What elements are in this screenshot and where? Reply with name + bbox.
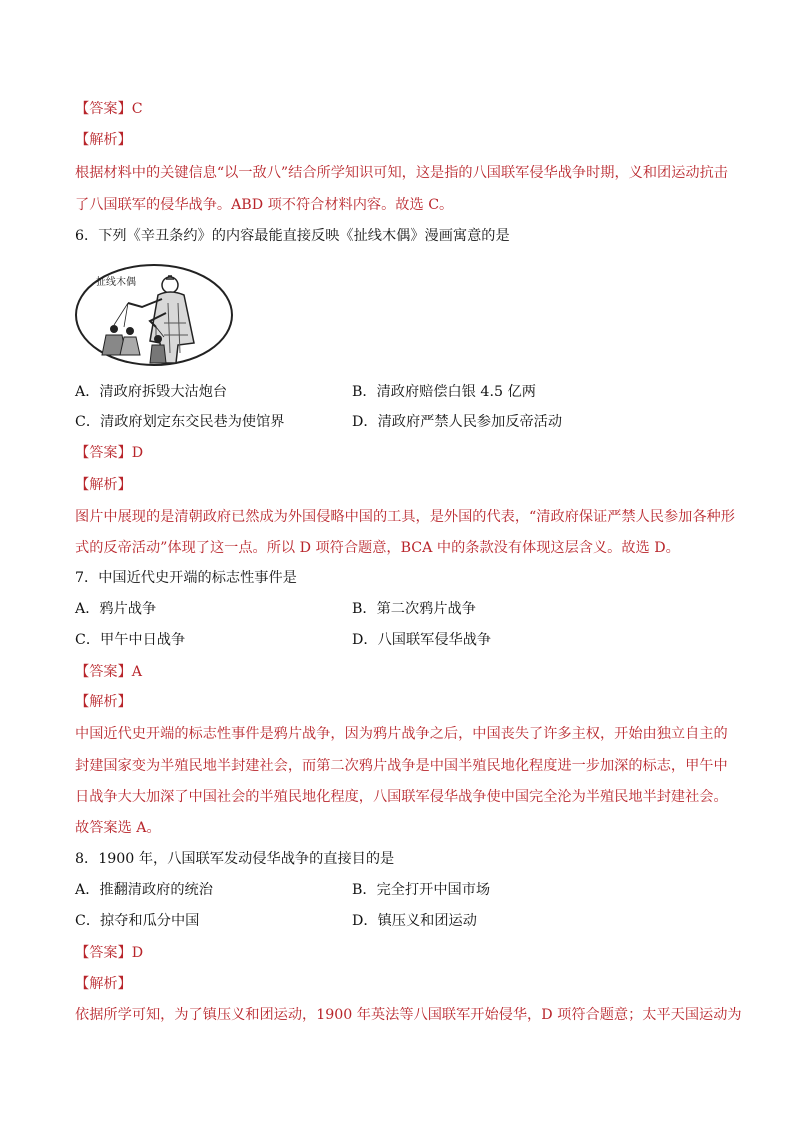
q6-question: 6．下列《辛丑条约》的内容最能直接反映《扯线木偶》漫画寓意的是 bbox=[75, 228, 510, 244]
q5-analysis-label: 【解析】 bbox=[75, 132, 132, 148]
q7-analysis-line: 日战争大大加深了中国社会的半殖民地化程度，八国联军侵华战争使中国完全沦为半殖民地半封建社会。 bbox=[75, 789, 728, 805]
q8-option-d: D．镇压义和团运动 bbox=[352, 913, 477, 929]
q7-answer-value: A bbox=[131, 664, 143, 680]
q7-answer-label: 【答案】 bbox=[75, 664, 132, 680]
q7-option-c: C．甲午中日战争 bbox=[75, 632, 186, 648]
cartoon-caption: 扯线木偶 bbox=[96, 277, 136, 288]
q8-option-b: B．完全打开中国市场 bbox=[352, 882, 491, 898]
q7-question: 7．中国近代史开端的标志性事件是 bbox=[75, 570, 297, 586]
q8-answer bbox=[75, 943, 143, 963]
q7-option-b: B．第二次鸦片战争 bbox=[352, 601, 476, 617]
q6-option-c: C．清政府划定东交民巷为使馆界 bbox=[75, 414, 285, 430]
q8-analysis-line: 依据所学可知，为了镇压义和团运动，1900 年英法等八国联军开始侵华，D 项符合题意；太平天国运动为 bbox=[75, 1007, 742, 1023]
q6-answer-value: D bbox=[131, 445, 144, 461]
q5-analysis-line: 了八国联军的侵华战争。ABD 项不符合材料内容。故选 C。 bbox=[75, 197, 454, 213]
q7-option-d: D．八国联军侵华战争 bbox=[352, 632, 492, 648]
q8-option-c: C．掠夺和瓜分中国 bbox=[75, 913, 200, 929]
q6-analysis-label: 【解析】 bbox=[75, 477, 132, 493]
q7-analysis-label: 【解析】 bbox=[75, 694, 132, 710]
q7-option-a: A．鸦片战争 bbox=[75, 601, 157, 617]
q7-analysis-line: 中国近代史开端的标志性事件是鸦片战争，因为鸦片战争之后，中国丧失了许多主权，开始由独立自主的 bbox=[75, 726, 728, 742]
q6-option-b: B．清政府赔偿白银 4.5 亿两 bbox=[352, 384, 536, 400]
q6-answer bbox=[75, 443, 143, 463]
q5-analysis-line: 根据材料中的关键信息“以一敌八”结合所学知识可知，这是指的八国联军侵华战争时期，义和团运动抗击 bbox=[75, 165, 728, 181]
q7-analysis-line: 故答案选 A。 bbox=[75, 820, 161, 836]
q8-answer-value: D bbox=[131, 945, 144, 961]
q8-analysis-label: 【解析】 bbox=[75, 976, 132, 992]
q5-answer-value: C bbox=[131, 101, 143, 117]
q6-analysis-line: 式的反帝活动”体现了这一点。所以 D 项符合题意，BCA 中的条款没有体现这层含义。故选 D。 bbox=[75, 540, 680, 556]
q8-option-a: A．推翻清政府的统治 bbox=[75, 882, 213, 898]
q7-analysis-line: 封建国家变为半殖民地半封建社会，而第二次鸦片战争是中国半殖民地化程度进一步加深的标志，甲午中 bbox=[75, 758, 728, 774]
puppet-cartoon-image bbox=[74, 263, 234, 367]
q6-option-a: A．清政府拆毁大沽炮台 bbox=[75, 384, 228, 400]
q8-answer-label: 【答案】 bbox=[75, 945, 132, 961]
q5-answer-label: 【答案】 bbox=[75, 101, 132, 117]
q8-question: 8．1900 年，八国联军发动侵华战争的直接目的是 bbox=[75, 851, 395, 867]
q6-option-d: D．清政府严禁人民参加反帝活动 bbox=[352, 414, 563, 430]
q7-answer bbox=[75, 662, 142, 682]
q6-answer-label: 【答案】 bbox=[75, 445, 132, 461]
q6-analysis-line: 图片中展现的是清朝政府已然成为外国侵略中国的工具，是外国的代表，“清政府保证严禁人民参加各种形 bbox=[75, 509, 735, 525]
q5-answer bbox=[75, 99, 143, 119]
